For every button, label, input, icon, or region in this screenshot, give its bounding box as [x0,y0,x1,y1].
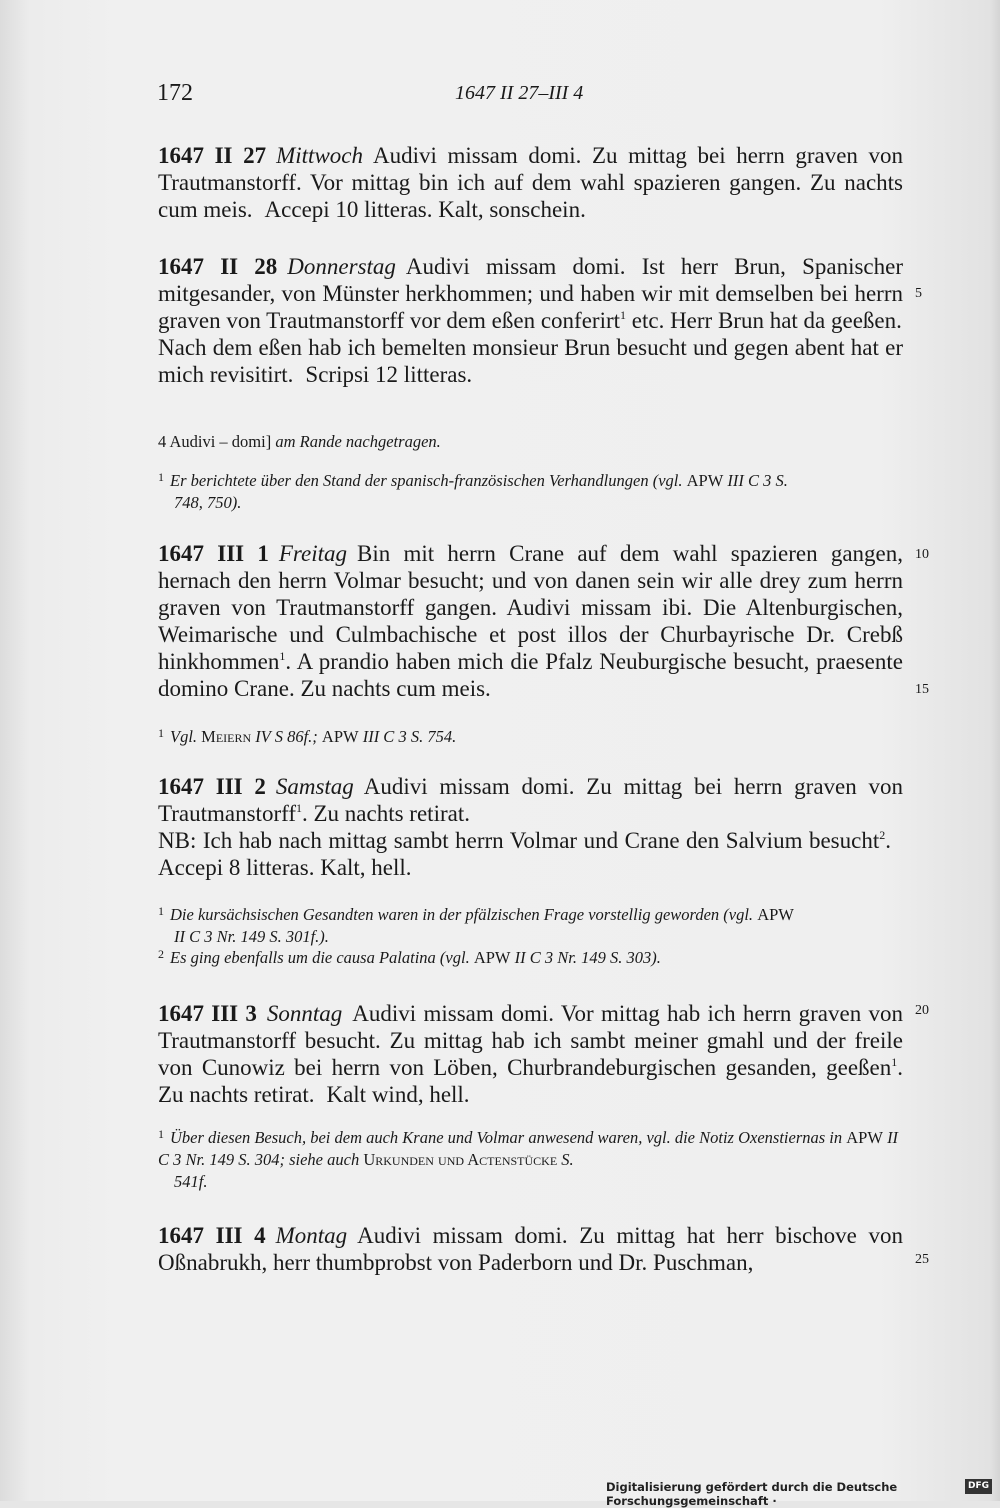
footnote-ref: IV S 86f.; [255,727,318,746]
entry-text: Accepi 10 litteras. Kalt, sonschein. [264,197,586,222]
footnote-text: Vgl. [170,727,198,746]
entry-text: etc. Herr Brun hat da geeßen. [626,308,902,333]
page-number: 172 [157,80,193,106]
footnote-ref: III C 3 S. [727,471,788,490]
footnote-marker: 1 [296,801,302,815]
entry-weekday: Mittwoch [276,143,363,168]
diary-entry [158,253,903,388]
textual-note [158,432,441,452]
funding-credit: Digitalisierung gefördert durch die Deutsche Forschungsgemeinschaft · [606,1480,898,1508]
footnote-text: Es ging ebenfalls um die causa Palatina (vgl. [170,948,470,967]
note-ref: 4 Audivi – domi] [158,432,272,451]
line-number: 25 [915,1252,929,1267]
footnote-text: Die kursächsischen Gesandten waren in der pfälzischen Frage vorstellig geworden (vgl. [170,905,754,924]
footnote-marker: 1 [620,308,627,322]
entry-text: Accepi 8 litteras. Kalt, hell. [158,855,412,880]
footnote-abbrev: APW [686,471,724,490]
footnote-number: 1 [158,470,164,484]
footnote-number: 1 [158,1127,164,1141]
entry-date: 1647 II 28 [158,254,278,279]
entry-text: . A prandio haben mich die Pfalz Neuburgische besucht, praesente domino Crane. Zu nachts cum meis. [158,649,903,701]
footnote-ref: 748, 750). [174,493,242,512]
entry-text: . [885,828,891,853]
entry-text: NB: Ich hab nach mittag sambt herrn Volmar und Crane den Salvium besucht [158,828,880,853]
footnote-marker: 1 [279,649,286,663]
diary-entry [158,1222,903,1276]
diary-entry [158,142,903,223]
note-text: am Rande nachgetragen. [275,432,441,451]
footnote-author: Meiern [201,727,252,746]
footnote-ref: II C 3 Nr. 149 S. 303). [514,948,661,967]
footnote-source: Urkunden und Actenstücke [363,1150,558,1169]
entry-text: Scripsi 12 litteras. [305,362,473,387]
entry-text: Audivi missam domi. Ist herr Brun, Spanischer mitgesander, von Münster herkhommen; und haben wir mit demselben bei herrn graven von Trautmanstorff vor dem eßen conferirt [158,254,903,333]
entry-text: Bin mit herrn Crane auf dem wahl spazieren gangen, hernach den herrn Volmar besucht; und von danen sein wir alle drey zum herrn graven von Trautmanstorff gangen. Audivi missam ibi. Die Altenburgischen, Weimarische und Culmbachische et post illos der Churbayrische Dr. Crebß hinkhommen [158,541,903,674]
entry-weekday: Freitag [278,541,347,566]
entry-date: 1647 II 27 [158,143,267,168]
line-number: 10 [915,547,929,562]
footnote-text: Er berichtete über den Stand der spanisch-französischen Verhandlungen (vgl. [170,471,683,490]
footnote [158,900,903,948]
entry-text: Kalt wind, hell. [326,1082,470,1107]
entry-date: 1647 III 4 [158,1223,266,1248]
entry-weekday: Montag [275,1223,348,1248]
running-title: 1647 II 27–III 4 [455,82,584,104]
line-number: 20 [915,1003,929,1018]
footnote-ref: II C 3 Nr. 149 S. 304; siehe auch [158,1128,899,1169]
diary-entry [158,773,903,881]
footnote-abbrev: APW [757,905,794,924]
footnote [158,722,903,748]
footnote-ref: II C 3 Nr. 149 S. 301f.). [174,927,329,946]
footnote-ref: S. [561,1150,574,1169]
footnote-number: 1 [158,726,164,740]
footnote-number: 1 [158,904,164,918]
entry-date: 1647 III 2 [158,774,266,799]
footnote [158,466,903,514]
footnote [158,1123,903,1193]
footnote-text: Über diesen Besuch, bei dem auch Krane und Volmar anwesend waren, vgl. die Notiz Oxenstiernas in [170,1128,843,1147]
footnote-abbrev: APW [473,948,511,967]
footnote-ref: 541f. [174,1172,208,1191]
line-number: 15 [915,682,929,697]
entry-text: Audivi missam domi. Zu mittag hat herr bischove von Oßnabrukh, herr thumbprobst von Paderborn und Dr. Puschman, [158,1223,903,1275]
footnote-abbrev: APW [846,1128,883,1147]
entry-date: 1647 III 1 [158,541,269,566]
dfg-logo: DFG [965,1479,992,1494]
entry-weekday: Samstag [275,774,354,799]
entry-text: Audivi missam domi. Zu mittag bei herrn graven von Trautmanstorff [158,774,903,826]
diary-entry [158,1000,903,1108]
footnote-marker: 2 [879,828,886,842]
footnote [158,943,903,969]
footnote-number: 2 [158,947,164,961]
footnote-marker: 1 [891,1055,898,1069]
footnote-abbrev: APW [321,727,359,746]
footnote-ref: III C 3 S. 754. [362,727,457,746]
entry-weekday: Sonntag [266,1001,343,1026]
entry-text: Nach dem eßen hab ich bemelten monsieur Brun besucht und gegen abent hat er mich revisitirt. [158,335,903,387]
entry-text: Audivi missam domi. Zu mittag bei herrn graven von Trautmanstorff. Vor mittag bin ich auf dem wahl spazieren gangen. Zu nachts cum meis. [158,143,903,222]
entry-text: Audivi missam domi. Vor mittag hab ich herrn graven von Trautmanstorff besucht. Zu mittag hab ich sambt meiner gmahl und der freile von Cunowiz bei herrn von Löben, Churbrandeburgischen gesanden, geeßen [158,1001,903,1080]
diary-entry [158,540,903,702]
entry-text: . Zu nachts retirat. [302,801,470,826]
entry-date: 1647 III 3 [158,1001,257,1026]
line-number: 5 [915,286,922,301]
entry-weekday: Donnerstag [287,254,396,279]
entry-text: . Zu nachts retirat. [158,1055,903,1107]
